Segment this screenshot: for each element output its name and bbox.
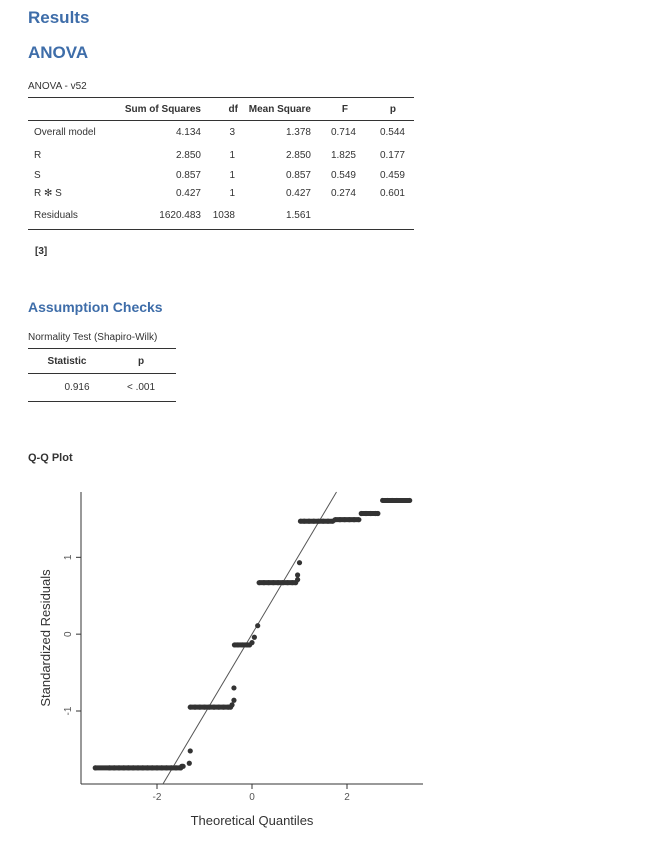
df-cell: 1038: [212, 210, 235, 222]
x-tick-label: 0: [249, 792, 255, 803]
table-row: [28, 374, 176, 402]
qq-point: [297, 560, 302, 565]
ms-cell: 0.857: [285, 170, 311, 181]
anova-table: [28, 97, 414, 230]
qq-point: [229, 702, 234, 707]
table-row: [28, 144, 414, 167]
ms-cell: 2.850: [285, 149, 311, 161]
qq-point: [295, 577, 300, 582]
term-cell: S: [34, 170, 41, 181]
results-heading: Results: [28, 8, 90, 27]
p-cell: 0.544: [379, 126, 405, 138]
statistic-cell: 0.916: [64, 382, 90, 393]
qq-point: [188, 748, 193, 753]
assumption-checks-heading: Assumption Checks: [28, 299, 163, 315]
qq-point: [231, 685, 236, 690]
f-cell: 0.549: [330, 170, 356, 181]
ss-cell: 0.857: [175, 170, 201, 181]
p-cell: 0.177: [379, 149, 405, 161]
y-tick-label: 1: [63, 554, 74, 561]
qq-plot-heading: Q-Q Plot: [28, 452, 73, 464]
table-row: [28, 167, 414, 185]
df-cell: 1: [229, 149, 235, 161]
ss-cell: 1620.483: [159, 210, 201, 222]
reference-line: [163, 492, 337, 784]
qq-point: [252, 635, 257, 640]
col-df: df: [201, 98, 238, 121]
term-cell: R ✻ S: [34, 188, 62, 199]
table-footnote: [3]: [35, 246, 48, 257]
p-cell: [356, 203, 414, 230]
table-row: [28, 203, 414, 230]
qq-point: [295, 572, 300, 577]
qq-point: [187, 761, 192, 766]
ms-cell: 0.427: [285, 188, 311, 199]
y-axis-label: Standardized Residuals: [38, 569, 53, 707]
f-cell: 1.825: [330, 149, 356, 161]
ss-cell: 2.850: [175, 149, 201, 161]
p-cell: 0.601: [379, 188, 405, 199]
col-term: [28, 98, 110, 121]
df-cell: 1: [229, 188, 235, 199]
col-p: p: [356, 98, 414, 121]
y-tick-label: 0: [63, 631, 74, 637]
normality-table-title: Normality Test (Shapiro-Wilk): [28, 332, 158, 343]
qq-point: [249, 640, 254, 645]
ms-cell: 1.561: [285, 210, 311, 222]
term-cell: Overall model: [34, 126, 96, 138]
ss-cell: 0.427: [175, 188, 201, 199]
df-cell: 1: [229, 170, 235, 181]
y-tick-label: -1: [63, 706, 74, 716]
table-row: [28, 121, 414, 144]
col-statistic: Statistic: [28, 349, 106, 374]
qq-point: [231, 698, 236, 703]
x-tick-label: 2: [344, 792, 350, 803]
f-cell: 0.714: [330, 126, 356, 138]
term-cell: R: [34, 149, 42, 161]
col-mean-square: Mean Square: [238, 98, 311, 121]
anova-heading: ANOVA: [28, 43, 89, 62]
qq-plot: [0, 470, 656, 844]
p-cell: < .001: [126, 382, 156, 393]
x-tick-label: -2: [152, 792, 162, 803]
col-sum-of-squares: Sum of Squares: [110, 98, 201, 121]
f-cell: 0.274: [330, 188, 356, 199]
ss-cell: 4.134: [175, 126, 201, 138]
x-axis-label: Theoretical Quantiles: [190, 813, 314, 828]
table-row: [28, 185, 414, 203]
normality-table: [28, 348, 176, 402]
f-cell: [311, 203, 356, 230]
p-cell: 0.459: [379, 170, 405, 181]
col-p: p: [106, 349, 176, 374]
term-cell: Residuals: [34, 210, 78, 222]
anova-table-title: ANOVA - v52: [28, 81, 87, 92]
df-cell: 3: [229, 126, 235, 138]
qq-point: [255, 623, 260, 628]
ms-cell: 1.378: [285, 126, 311, 138]
col-f: F: [311, 98, 356, 121]
